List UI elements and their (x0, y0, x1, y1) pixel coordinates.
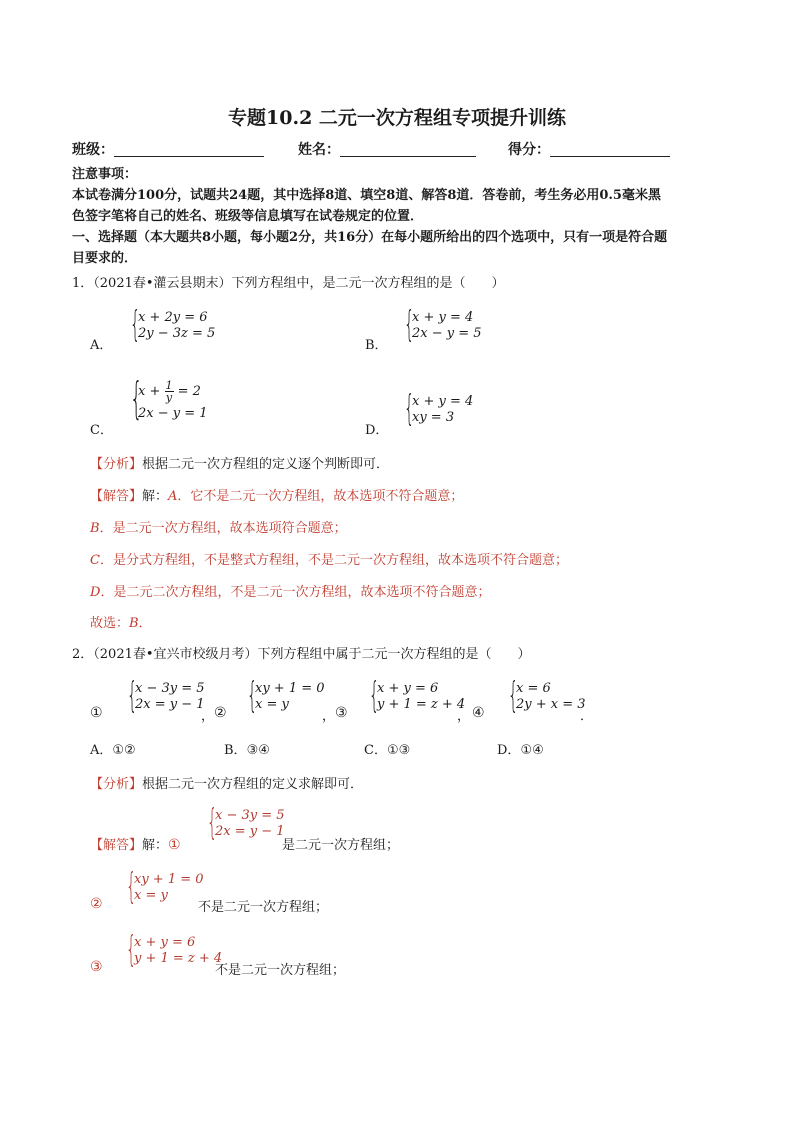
q2-system-4: { x = 6 2y + x = 3 (508, 675, 586, 716)
score-blank[interactable] (550, 142, 670, 157)
name-field (298, 139, 476, 159)
name-blank[interactable] (340, 142, 476, 157)
q2-mark-1: ① (90, 705, 103, 721)
q1-option-a-label[interactable]: A． (90, 338, 113, 353)
q2-solution-2-text: 不是二元一次方程组； (198, 900, 329, 915)
q1-option-a-eq2: 2y − 3z = 5 (138, 326, 216, 341)
q1-option-d-eq2: xy = 3 (412, 410, 455, 425)
q2-choice-b[interactable]: B．③④ (224, 743, 270, 758)
q1-option-c-fraction: $\frac{1}{y}$ (165, 379, 173, 404)
q2-sep-3: ， (457, 709, 471, 724)
q1-analysis-tag: 【分析】 (90, 457, 143, 472)
q2-choice-c[interactable]: C．①③ (364, 743, 411, 758)
q2-solution-1: 【解答】解：① (90, 837, 181, 853)
q1-solution-b: B．是二元一次方程组，故本选项符合题意； (90, 521, 347, 536)
page-title: 专题10.2 二元一次方程组专项提升训练 (228, 107, 566, 129)
q2-choice-a[interactable]: A．①② (90, 743, 136, 758)
q1-option-b-label[interactable]: B． (365, 338, 388, 353)
q2-sep-4: ． (580, 709, 594, 724)
q1-solution-a: 【解答】解：A．它不是二元一次方程组，故本选项不符合题意； (90, 489, 464, 504)
q1-analysis: 【分析】根据二元一次方程组的定义逐个判断即可． (90, 457, 390, 472)
q2-solution-3-system: { x + y = 6 y + 1 = z + 4 (126, 929, 223, 970)
q2-choice-d[interactable]: D．①④ (497, 743, 544, 758)
q1-stem: 1．（2021春•灌云县期末）下列方程组中，是二元一次方程组的是（ ） (72, 276, 505, 291)
q2-mark-3: ③ (335, 705, 348, 721)
notes-line-1: 本试卷满分100分，试题共24题，其中选择8道、填空8道、解答8道．答卷前，考生务必用0.5毫米黑 (72, 188, 661, 203)
q2-analysis: 【分析】根据二元一次方程组的定义求解即可． (90, 777, 364, 792)
q1-option-b-eq2: 2x − y = 5 (412, 326, 482, 341)
q1-solution-c: C．是分式方程组，不是整式方程组，不是二元一次方程组，故本选项不符合题意； (90, 553, 568, 568)
q1-option-c-label[interactable]: C． (90, 423, 113, 438)
q1-option-b-eq1: x + y = 4 (412, 310, 474, 325)
class-label: 班级： (72, 142, 114, 158)
q2-solution-2-system: { xy + 1 = 0 x = y (126, 866, 204, 907)
q2-analysis-tag: 【分析】 (90, 777, 143, 792)
q2-solution-2-mark: ② (90, 896, 103, 912)
q1-solution-tag: 【解答】 (90, 489, 143, 504)
q2-sep-1: ， (201, 709, 215, 724)
q2-solution-3-mark: ③ (90, 959, 103, 975)
section1-line-2: 目要求的． (72, 251, 138, 266)
q1-option-a-eq1: x + 2y = 6 (138, 310, 208, 325)
q2-system-1: { x − 3y = 5 2x = y − 1 (127, 675, 205, 716)
class-field (72, 139, 264, 159)
q1-option-d-system: { x + y = 4 xy = 3 (404, 388, 474, 429)
q1-option-d-eq1: x + y = 4 (412, 394, 474, 409)
q2-solution-tag: 【解答】 (90, 838, 143, 853)
q2-system-3: { x + y = 6 y + 1 = z + 4 (369, 675, 466, 716)
score-label: 得分： (508, 142, 550, 158)
q1-option-b-system: { x + y = 4 2x − y = 5 (404, 304, 482, 345)
q1-option-c-eq2: 2x − y = 1 (138, 406, 208, 421)
q2-sep-2: ， (322, 709, 336, 724)
q1-option-c-system: { x + $\frac{1}{y}$ = 2 2x − y = 1 (130, 373, 208, 424)
q1-option-a-system: { x + 2y = 6 2y − 3z = 5 (130, 304, 216, 345)
q2-mark-4: ④ (472, 705, 485, 721)
notes-line-2: 色签字笔将自己的姓名、班级等信息填写在试卷规定的位置． (72, 209, 424, 224)
notes-heading: 注意事项： (72, 167, 138, 182)
q2-solution-1-text: 是二元一次方程组； (282, 838, 400, 853)
q2-solution-3-text: 不是二元一次方程组； (215, 963, 346, 978)
name-label: 姓名： (298, 142, 340, 158)
q2-solution-1-system: { x − 3y = 5 2x = y − 1 (207, 802, 285, 843)
q2-mark-2: ② (214, 705, 227, 721)
q1-answer: 故选：B． (90, 616, 152, 631)
class-blank[interactable] (114, 142, 264, 157)
q1-option-d-label[interactable]: D． (365, 423, 389, 438)
q2-stem: 2．（2021春•宜兴市校级月考）下列方程组中属于二元一次方程组的是（ ） (72, 647, 531, 662)
q1-solution-d: D．是二元二次方程组，不是二元一次方程组，故本选项不符合题意； (90, 585, 491, 600)
section1-line-1: 一、选择题（本大题共8小题，每小题2分，共16分）在每小题所给出的四个选项中，只有一项是符合题 (72, 230, 668, 245)
score-field (508, 139, 670, 159)
q2-system-2: { xy + 1 = 0 x = y (247, 675, 325, 716)
q1-option-c-eq1: x + $\frac{1}{y}$ = 2 (138, 379, 201, 404)
